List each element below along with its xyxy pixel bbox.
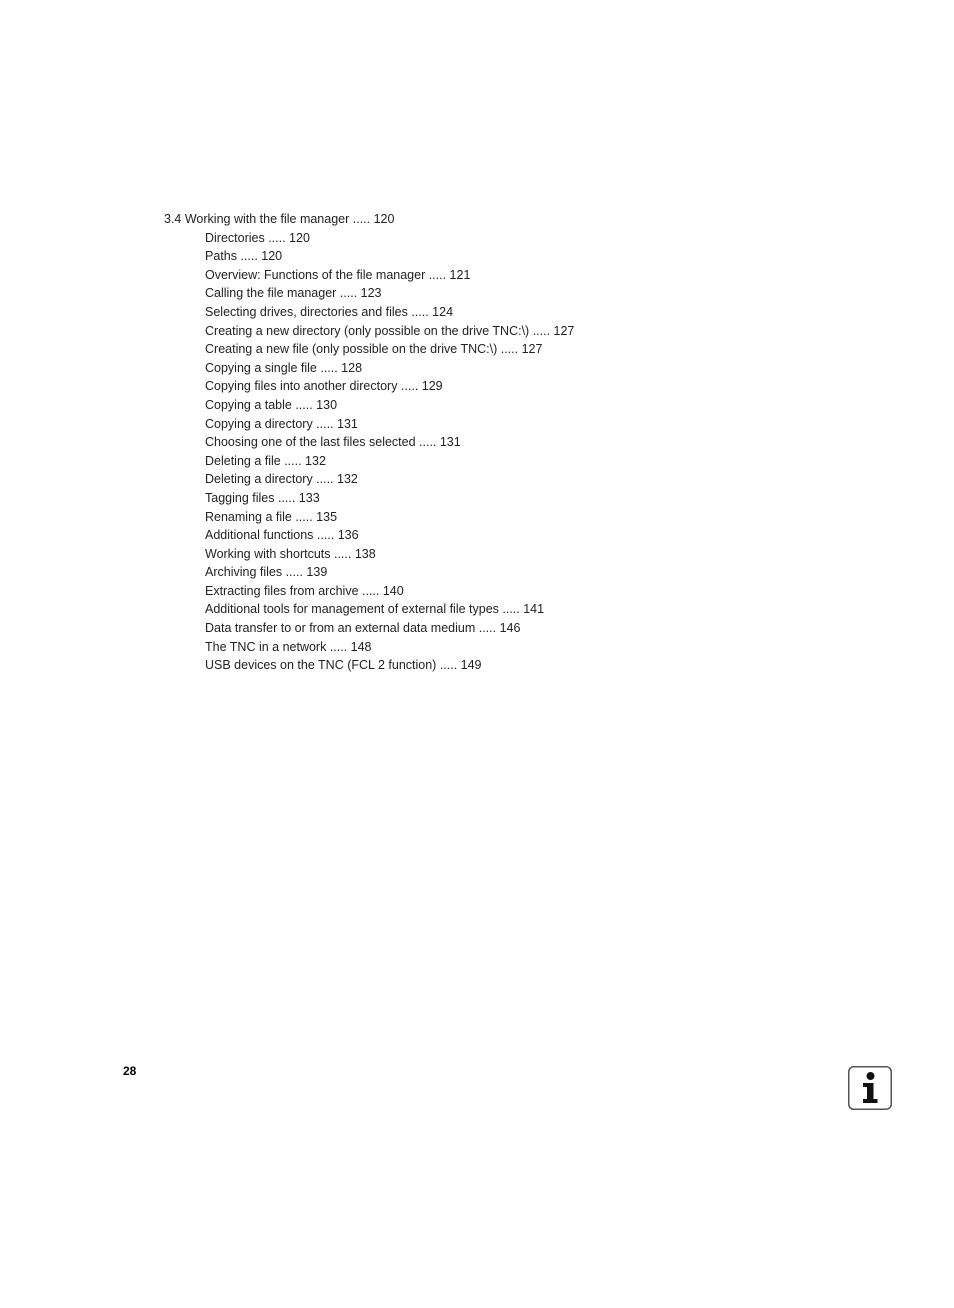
table-of-contents [164,210,864,675]
toc-section-heading: 3.4 Working with the file manager ..... 120 [164,212,395,226]
toc-entry: Copying a directory ..... 131 [205,416,358,431]
toc-entry: Additional functions ..... 136 [205,528,359,543]
toc-entry: USB devices on the TNC (FCL 2 function) ..... 149 [205,658,482,673]
toc-entry: Selecting drives, directories and files ..... 124 [205,304,454,319]
toc-entry: Working with shortcuts ..... 138 [205,546,376,561]
toc-entry: Copying files into another directory ..... 129 [205,379,443,394]
toc-entry: Tagging files ..... 133 [205,490,320,505]
toc-entry: Data transfer to or from an external data medium ..... 146 [205,621,521,636]
toc-entry: Choosing one of the last files selected ..... 131 [205,435,461,450]
toc-entry: Extracting files from archive ..... 140 [205,583,404,598]
toc-entry: Directories ..... 120 [205,230,310,245]
toc-entry: Additional tools for management of external file types ..... 141 [205,602,545,617]
toc-entry: Paths ..... 120 [205,249,283,264]
toc-entry: Renaming a file ..... 135 [205,509,338,524]
toc-entry: Deleting a file ..... 132 [205,453,326,468]
toc-entry: Copying a single file ..... 128 [205,360,363,375]
toc-entry: Copying a table ..... 130 [205,397,338,412]
toc-entry: Creating a new file (only possible on the drive TNC:\) ..... 127 [205,342,543,357]
toc-entry: Overview: Functions of the file manager ..... 121 [205,267,471,282]
toc-entry: Creating a new directory (only possible on the drive TNC:\) ..... 127 [205,323,575,338]
toc-entry-list [164,229,864,675]
page-number: 28 [123,1064,137,1078]
toc-entry: Deleting a directory ..... 132 [205,472,358,487]
toc-entry: Archiving files ..... 139 [205,565,328,580]
info-icon [848,1066,892,1110]
toc-entry: The TNC in a network ..... 148 [205,639,372,654]
toc-entry: Calling the file manager ..... 123 [205,286,382,301]
